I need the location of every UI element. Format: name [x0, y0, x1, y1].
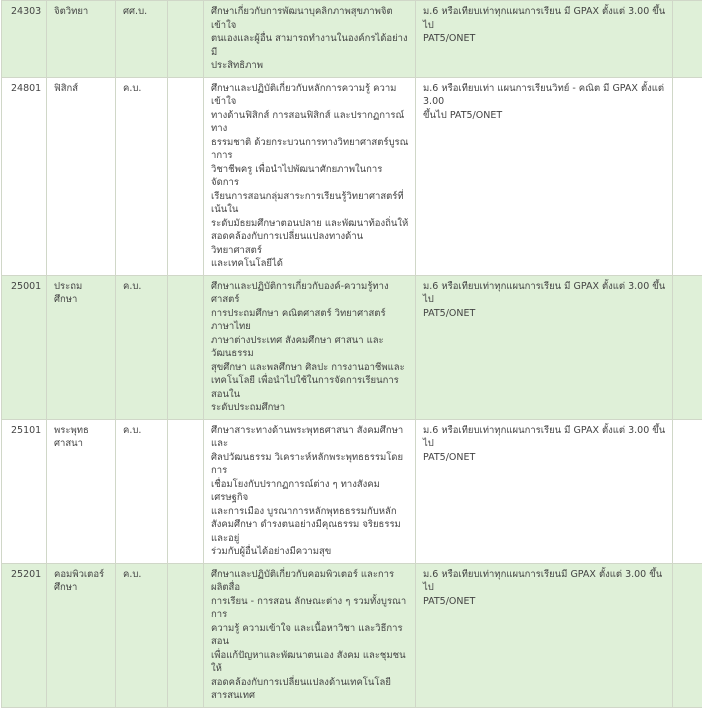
degree: ค.บ. — [116, 275, 168, 419]
degree: ค.บ. — [116, 77, 168, 275]
program-name: ฟิสิกส์ — [47, 77, 116, 275]
program-code: 25101 — [2, 419, 47, 563]
program-description: ศึกษาและปฏิบัติเกี่ยวกับคอมพิวเตอร์ และการผลิตสื่อ การเรียน - การสอน ลักษณะต่าง ๆ รวมทั้งบูรณาการ ความรู้ ความเข้าใจ และเนื้อหาวิชา และวิธีการสอน เพื่อแก้ปัญหาและพัฒนาตนเอง สังคม และชุมชนให้ สอดคล้องกับการเปลี่ยนแปลงด้านเทคโนโลยี สารสนเทศ — [204, 563, 416, 707]
program-name: คอมพิวเตอร์ ศึกษา — [47, 563, 116, 707]
table-row — [2, 563, 702, 707]
program-description: ศึกษาสาระทางด้านพระพุทธศาสนา สังคมศึกษา และ ศิลปวัฒนธรรม วิเคราะห์หลักพระพุทธธรรมโดยการ เชื่อมโยงกับปรากฏการณ์ต่าง ๆ ทางสังคม เศรษฐกิจ และการเมือง บูรณาการหลักพุทธธรรมกับหลัก สังคมศึกษา ดำรงตนอย่างมีคุณธรรม จริยธรรม และอยู่ ร่วมกับผู้อื่นได้อย่างมีความสุข — [204, 419, 416, 563]
degree: ค.บ. — [116, 563, 168, 707]
admission-requirement: ม.6 หรือเทียบเท่าทุกแผนการเรียน มี GPAX ตั้งแต่ 3.00 ขึ้นไป PAT5/ONET — [416, 1, 673, 78]
empty-cell — [168, 77, 204, 275]
degree: ศศ.บ. — [116, 1, 168, 78]
program-code: 25201 — [2, 563, 47, 707]
table-row — [2, 275, 702, 419]
program-code: 25001 — [2, 275, 47, 419]
table-row — [2, 77, 702, 275]
program-description: ศึกษาและปฏิบัติการเกี่ยวกับองค์-ความรู้ทางศาสตร์ การประถมศึกษา คณิตศาสตร์ วิทยาศาสตร์ ภาษาไทย ภาษาต่างประเทศ สังคมศึกษา ศาสนา และวัฒนธรรม สุขศึกษา และพลศึกษา ศิลปะ การงานอาชีพและ เทคโนโลยี เพื่อนำไปใช้ในการจัดการเรียนการสอนใน ระดับประถมศึกษา — [204, 275, 416, 419]
admission-requirement: ม.6 หรือเทียบเท่าทุกแผนการเรียน มี GPAX ตั้งแต่ 3.00 ขึ้นไป PAT5/ONET — [416, 419, 673, 563]
admission-requirement: ม.6 หรือเทียบเท่าทุกแผนการเรียนมี GPAX ตั้งแต่ 3.00 ขึ้นไป PAT5/ONET — [416, 563, 673, 707]
empty-cell — [168, 275, 204, 419]
empty-cell — [673, 563, 702, 707]
program-name: ประถม ศึกษา — [47, 275, 116, 419]
program-description: ศึกษาเกี่ยวกับการพัฒนาบุคลิกภาพสุขภาพจิตเข้าใจ ตนเองและผู้อื่น สามารถทำงานในองค์กรได้อย่างมี ประสิทธิภาพ — [204, 1, 416, 78]
program-description: ศึกษาและปฏิบัติเกี่ยวกับหลักการความรู้ ความเข้าใจ ทางด้านฟิสิกส์ การสอนฟิสิกส์ และปรากฏการณ์ทาง ธรรมชาติ ด้วยกระบวนการทางวิทยาศาสตร์บูรณาการ วิชาชีพครู เพื่อนำไปพัฒนาศักยภาพในการจัดการ เรียนการสอนกลุ่มสาระการเรียนรู้วิทยาศาสตร์ที่เน้นใน ระดับมัธยมศึกษาตอนปลาย และพัฒนาท้องถิ่นให้ สอดคล้องกับการเปลี่ยนแปลงทางด้านวิทยาศาสตร์ และเทคโนโลยีได้ — [204, 77, 416, 275]
empty-cell — [673, 77, 702, 275]
program-name: จิตวิทยา — [47, 1, 116, 78]
admission-requirement: ม.6 หรือเทียบเท่า แผนการเรียนวิทย์ - คณิต มี GPAX ตั้งแต่ 3.00 ขึ้นไป PAT5/ONET — [416, 77, 673, 275]
degree: ค.บ. — [116, 419, 168, 563]
empty-cell — [673, 1, 702, 78]
empty-cell — [168, 1, 204, 78]
program-code: 24303 — [2, 1, 47, 78]
table-row — [2, 1, 702, 78]
admission-requirement: ม.6 หรือเทียบเท่าทุกแผนการเรียน มี GPAX ตั้งแต่ 3.00 ขึ้นไป PAT5/ONET — [416, 275, 673, 419]
program-table — [1, 0, 702, 708]
program-code: 24801 — [2, 77, 47, 275]
program-name: พระพุทธ ศาสนา — [47, 419, 116, 563]
empty-cell — [168, 563, 204, 707]
empty-cell — [673, 275, 702, 419]
